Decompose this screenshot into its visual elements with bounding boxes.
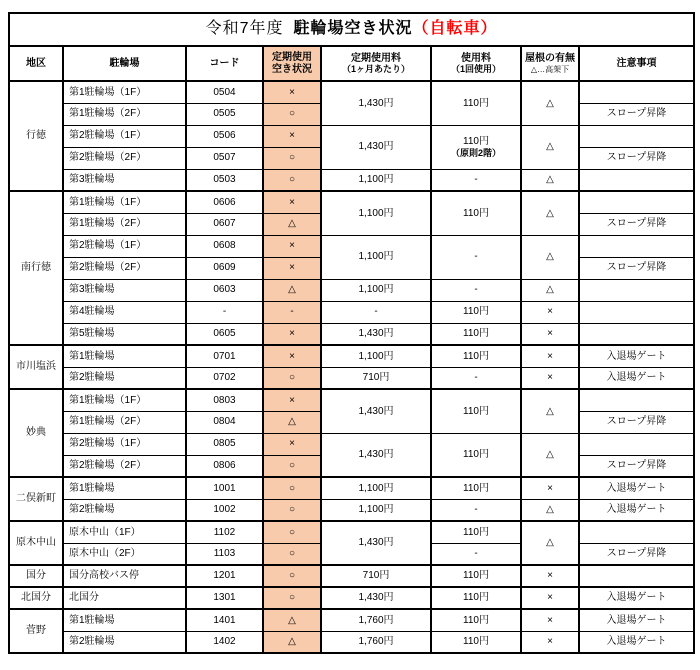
title-row — [9, 13, 694, 46]
lot-cell: 第1駐輪場（1F） — [63, 81, 186, 103]
lot-cell: 第2駐輪場 — [63, 631, 186, 653]
table-row — [9, 279, 694, 301]
note-cell: 入退場ゲート — [579, 587, 694, 609]
roof-cell: △ — [521, 191, 579, 235]
code-cell: 0806 — [186, 455, 263, 477]
lot-cell: 第2駐輪場（2F） — [63, 257, 186, 279]
roof-cell: △ — [521, 279, 579, 301]
per-use-fee-cell: 110円 — [431, 345, 521, 367]
per-use-fee-cell: 110円 — [431, 587, 521, 609]
table-row — [9, 499, 694, 521]
availability-cell: △ — [263, 631, 321, 653]
table-row — [9, 191, 694, 213]
note-cell — [579, 169, 694, 191]
table-row — [9, 125, 694, 147]
monthly-fee-cell: 1,760円 — [321, 609, 431, 631]
availability-cell: ○ — [263, 499, 321, 521]
per-use-fee-cell: 110円 — [431, 631, 521, 653]
monthly-fee-cell: 1,100円 — [321, 191, 431, 235]
monthly-fee-cell: 710円 — [321, 565, 431, 587]
per-use-fee-cell: 110円 — [431, 389, 521, 433]
district-cell: 市川塩浜 — [9, 345, 63, 389]
lot-cell: 第2駐輪場 — [63, 367, 186, 389]
code-cell: 0608 — [186, 235, 263, 257]
per-use-fee-cell: 110円 — [431, 191, 521, 235]
note-cell: 入退場ゲート — [579, 499, 694, 521]
code-cell: 1402 — [186, 631, 263, 653]
header-row — [9, 46, 694, 81]
per-use-fee-cell: - — [431, 367, 521, 389]
monthly-fee-cell: 1,430円 — [321, 587, 431, 609]
lot-cell: 第1駐輪場（2F） — [63, 213, 186, 235]
availability-cell: ○ — [263, 521, 321, 543]
note-cell: スロープ昇降 — [579, 103, 694, 125]
lot-cell: 第3駐輪場 — [63, 279, 186, 301]
note-cell — [579, 191, 694, 213]
monthly-fee-cell: 1,430円 — [321, 125, 431, 169]
code-cell: 1001 — [186, 477, 263, 499]
monthly-fee-cell: 1,100円 — [321, 235, 431, 279]
district-cell: 国分 — [9, 565, 63, 587]
district-cell: 妙典 — [9, 389, 63, 477]
monthly-fee-cell: 1,100円 — [321, 499, 431, 521]
note-cell: 入退場ゲート — [579, 631, 694, 653]
code-cell: - — [186, 301, 263, 323]
note-cell — [579, 565, 694, 587]
monthly-fee-cell: 710円 — [321, 367, 431, 389]
lot-cell: 第2駐輪場（1F） — [63, 235, 186, 257]
lot-cell: 第1駐輪場 — [63, 345, 186, 367]
availability-cell: × — [263, 191, 321, 213]
code-cell: 0803 — [186, 389, 263, 411]
code-cell: 0606 — [186, 191, 263, 213]
code-cell: 1301 — [186, 587, 263, 609]
roof-cell: × — [521, 477, 579, 499]
col-header-availability: 定期使用 空き状況 — [263, 46, 321, 81]
parking-availability-sheet — [8, 12, 695, 654]
lot-cell: 第2駐輪場（2F） — [63, 455, 186, 477]
table-row — [9, 235, 694, 257]
monthly-fee-cell: 1,430円 — [321, 81, 431, 125]
lot-cell: 北国分 — [63, 587, 186, 609]
per-use-fee-cell: 110円 — [431, 521, 521, 543]
per-use-fee-cell: 110円 （原則2階） — [431, 125, 521, 169]
table-row — [9, 521, 694, 543]
monthly-fee-cell: 1,430円 — [321, 323, 431, 345]
monthly-fee-cell: 1,100円 — [321, 477, 431, 499]
district-cell: 菅野 — [9, 609, 63, 653]
lot-cell: 第1駐輪場（1F） — [63, 389, 186, 411]
roof-cell: × — [521, 367, 579, 389]
table-row — [9, 565, 694, 587]
availability-cell: × — [263, 235, 321, 257]
table-row — [9, 323, 694, 345]
note-cell — [579, 323, 694, 345]
availability-cell: △ — [263, 609, 321, 631]
table-row — [9, 345, 694, 367]
per-use-fee-cell: 110円 — [431, 433, 521, 477]
table-row — [9, 81, 694, 103]
code-cell: 0701 — [186, 345, 263, 367]
availability-cell: × — [263, 125, 321, 147]
table-row — [9, 169, 694, 191]
monthly-fee-cell: 1,760円 — [321, 631, 431, 653]
note-cell: スロープ昇降 — [579, 147, 694, 169]
availability-cell: ○ — [263, 543, 321, 565]
title-main-label: 駐輪場空き状況 — [293, 20, 413, 38]
monthly-fee-cell: 1,430円 — [321, 433, 431, 477]
table-row — [9, 631, 694, 653]
note-cell — [579, 301, 694, 323]
code-cell: 0702 — [186, 367, 263, 389]
code-cell: 0605 — [186, 323, 263, 345]
note-cell — [579, 235, 694, 257]
availability-cell: ○ — [263, 587, 321, 609]
col-header-roof: 屋根の有無 △…高架下 — [521, 46, 579, 81]
table-row — [9, 477, 694, 499]
monthly-fee-cell: 1,430円 — [321, 389, 431, 433]
col-header-lot: 駐輪場 — [63, 46, 186, 81]
table-row — [9, 433, 694, 455]
district-cell: 二俣新町 — [9, 477, 63, 521]
availability-cell: ○ — [263, 367, 321, 389]
roof-cell: △ — [521, 169, 579, 191]
col-header-per-use-fee: 使用料 （1回使用） — [431, 46, 521, 81]
note-cell: スロープ昇降 — [579, 455, 694, 477]
roof-cell: △ — [521, 235, 579, 279]
code-cell: 0805 — [186, 433, 263, 455]
note-cell: 入退場ゲート — [579, 367, 694, 389]
roof-cell: △ — [521, 389, 579, 433]
lot-cell: 第3駐輪場 — [63, 169, 186, 191]
note-cell — [579, 389, 694, 411]
roof-cell: × — [521, 345, 579, 367]
monthly-fee-cell: 1,100円 — [321, 345, 431, 367]
lot-cell: 第1駐輪場（2F） — [63, 411, 186, 433]
availability-cell: △ — [263, 279, 321, 301]
district-cell: 原木中山 — [9, 521, 63, 565]
per-use-fee-cell: - — [431, 169, 521, 191]
availability-cell: × — [263, 433, 321, 455]
per-use-fee-cell: 110円 — [431, 477, 521, 499]
lot-cell: 第2駐輪場（2F） — [63, 147, 186, 169]
code-cell: 0609 — [186, 257, 263, 279]
monthly-fee-cell: 1,100円 — [321, 279, 431, 301]
table-row — [9, 587, 694, 609]
district-cell: 南行徳 — [9, 191, 63, 345]
table-row — [9, 301, 694, 323]
lot-cell: 第2駐輪場（1F） — [63, 433, 186, 455]
code-cell: 0504 — [186, 81, 263, 103]
roof-cell: △ — [521, 81, 579, 125]
code-cell: 0503 — [186, 169, 263, 191]
code-cell: 0506 — [186, 125, 263, 147]
note-cell: 入退場ゲート — [579, 477, 694, 499]
col-header-code: コード — [186, 46, 263, 81]
availability-cell: △ — [263, 411, 321, 433]
note-cell: 入退場ゲート — [579, 609, 694, 631]
lot-cell: 第1駐輪場（1F） — [63, 191, 186, 213]
table-row — [9, 367, 694, 389]
title-bicycle-highlight: （自転車） — [412, 20, 498, 38]
availability-cell: × — [263, 257, 321, 279]
table-row — [9, 609, 694, 631]
roof-cell: △ — [521, 433, 579, 477]
availability-cell: ○ — [263, 565, 321, 587]
note-cell — [579, 125, 694, 147]
monthly-fee-cell: 1,430円 — [321, 521, 431, 565]
code-cell: 0804 — [186, 411, 263, 433]
availability-cell: △ — [263, 213, 321, 235]
lot-cell: 第5駐輪場 — [63, 323, 186, 345]
per-use-fee-cell: 110円 — [431, 609, 521, 631]
availability-cell: × — [263, 389, 321, 411]
note-cell — [579, 279, 694, 301]
per-use-fee-cell: - — [431, 279, 521, 301]
district-cell: 北国分 — [9, 587, 63, 609]
page-title — [9, 13, 694, 46]
note-cell: スロープ昇降 — [579, 257, 694, 279]
monthly-fee-cell: - — [321, 301, 431, 323]
note-cell: スロープ昇降 — [579, 213, 694, 235]
code-cell: 0607 — [186, 213, 263, 235]
lot-cell: 原木中山（1F） — [63, 521, 186, 543]
roof-cell: △ — [521, 521, 579, 565]
roof-cell: × — [521, 631, 579, 653]
lot-cell: 第2駐輪場（1F） — [63, 125, 186, 147]
availability-cell: ○ — [263, 103, 321, 125]
per-use-fee-cell: 110円 — [431, 323, 521, 345]
availability-cell: - — [263, 301, 321, 323]
per-use-fee-cell: 110円 — [431, 301, 521, 323]
note-cell — [579, 521, 694, 543]
code-cell: 1103 — [186, 543, 263, 565]
note-cell — [579, 81, 694, 103]
fiscal-year-label: 令和7年度 — [205, 20, 284, 38]
per-use-fee-cell: - — [431, 543, 521, 565]
lot-cell: 第1駐輪場 — [63, 477, 186, 499]
code-cell: 1102 — [186, 521, 263, 543]
col-header-notes: 注意事項 — [579, 46, 694, 81]
code-cell: 1002 — [186, 499, 263, 521]
col-header-district: 地区 — [9, 46, 63, 81]
roof-cell: △ — [521, 125, 579, 169]
per-use-fee-cell: - — [431, 235, 521, 279]
availability-cell: × — [263, 345, 321, 367]
availability-cell: ○ — [263, 455, 321, 477]
code-cell: 0603 — [186, 279, 263, 301]
availability-cell: ○ — [263, 477, 321, 499]
roof-cell: × — [521, 301, 579, 323]
monthly-fee-cell: 1,100円 — [321, 169, 431, 191]
lot-cell: 第1駐輪場 — [63, 609, 186, 631]
parking-availability-table — [8, 12, 695, 654]
lot-cell: 国分高校バス停 — [63, 565, 186, 587]
roof-cell: × — [521, 323, 579, 345]
note-cell: スロープ昇降 — [579, 411, 694, 433]
lot-cell: 第2駐輪場 — [63, 499, 186, 521]
code-cell: 1401 — [186, 609, 263, 631]
lot-cell: 第4駐輪場 — [63, 301, 186, 323]
table-row — [9, 389, 694, 411]
note-cell — [579, 433, 694, 455]
code-cell: 0507 — [186, 147, 263, 169]
roof-cell: × — [521, 609, 579, 631]
per-use-fee-cell: 110円 — [431, 565, 521, 587]
roof-cell: △ — [521, 499, 579, 521]
availability-cell: × — [263, 81, 321, 103]
per-use-fee-cell: 110円 — [431, 81, 521, 125]
availability-cell: ○ — [263, 169, 321, 191]
availability-cell: ○ — [263, 147, 321, 169]
code-cell: 0505 — [186, 103, 263, 125]
note-cell: スロープ昇降 — [579, 543, 694, 565]
roof-cell: × — [521, 587, 579, 609]
code-cell: 1201 — [186, 565, 263, 587]
col-header-monthly-fee: 定期使用料 （1ヶ月あたり） — [321, 46, 431, 81]
note-cell: 入退場ゲート — [579, 345, 694, 367]
roof-cell: × — [521, 565, 579, 587]
per-use-fee-cell: - — [431, 499, 521, 521]
availability-cell: × — [263, 323, 321, 345]
district-cell: 行徳 — [9, 81, 63, 191]
lot-cell: 第1駐輪場（2F） — [63, 103, 186, 125]
lot-cell: 原木中山（2F） — [63, 543, 186, 565]
